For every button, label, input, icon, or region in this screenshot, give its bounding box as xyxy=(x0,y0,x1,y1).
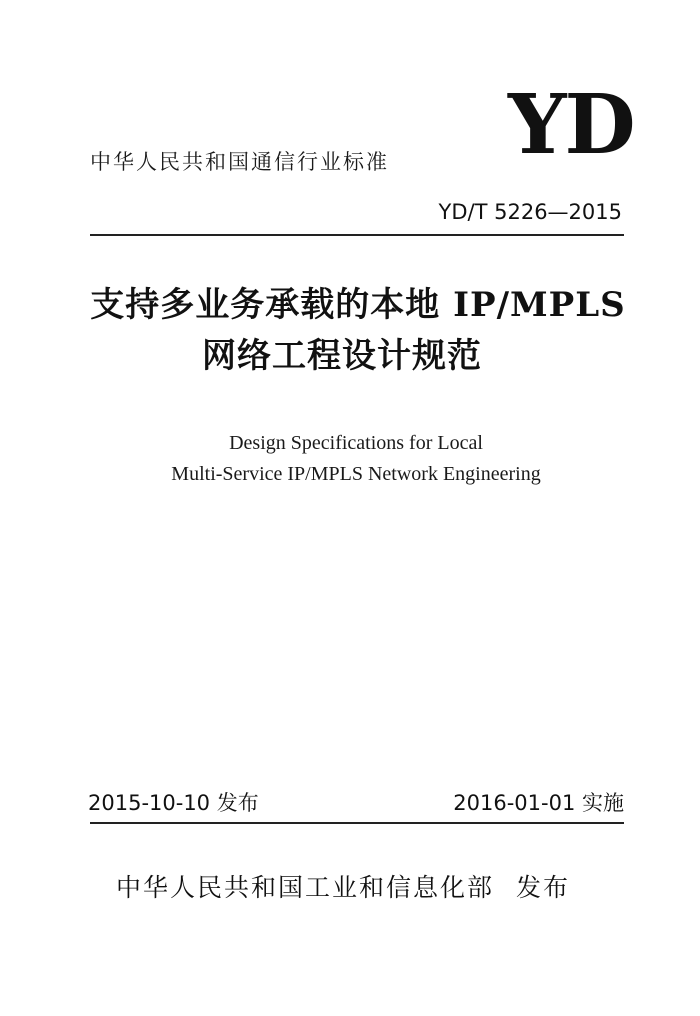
title-cn-line1: 支持多业务承载的本地 IP/MPLS xyxy=(90,285,626,325)
bottom-divider xyxy=(90,822,624,824)
title-cn-line2: 网络工程设计规范 xyxy=(202,336,482,376)
issue-date: 2015-10-10 发布 xyxy=(88,791,259,815)
standard-organization: 中华人民共和国通信行业标准 xyxy=(90,150,389,174)
standard-code: YD/T 5226—2015 xyxy=(438,200,622,224)
publisher xyxy=(116,868,570,904)
publisher-action: 发布 xyxy=(516,873,571,902)
top-divider xyxy=(90,234,624,236)
title-en-line2: Multi-Service IP/MPLS Network Engineering xyxy=(171,463,541,485)
title-en-line1: Design Specifications for Local xyxy=(229,432,483,454)
implementation-date: 2016-01-01 实施 xyxy=(453,791,624,815)
publisher-name: 中华人民共和国工业和信息化部 xyxy=(116,873,495,902)
yd-logo: YD xyxy=(508,77,634,173)
